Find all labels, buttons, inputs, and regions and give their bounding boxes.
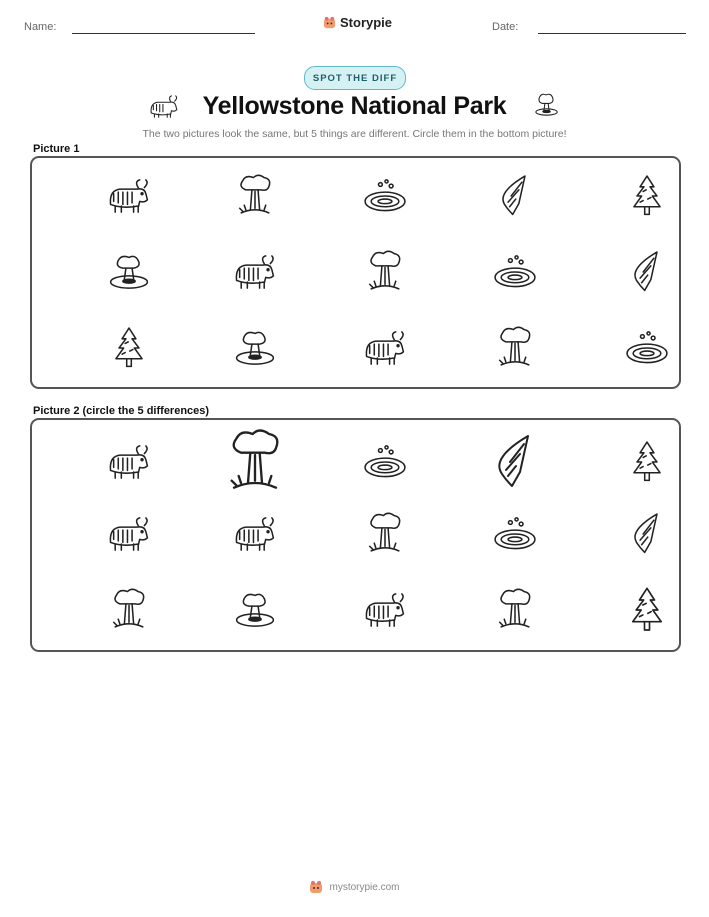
geyser-icon bbox=[362, 511, 408, 557]
grid-cell[interactable] bbox=[220, 434, 290, 490]
arrowhead-icon bbox=[624, 249, 670, 295]
name-line[interactable] bbox=[72, 33, 255, 34]
grid-cell[interactable] bbox=[350, 434, 420, 490]
grid-cell bbox=[350, 244, 420, 300]
hot-spring-icon bbox=[362, 173, 408, 219]
grid-cell[interactable] bbox=[94, 506, 164, 562]
grid-cell[interactable] bbox=[480, 434, 550, 490]
hot-spring-icon bbox=[492, 511, 538, 557]
grid-cell bbox=[220, 244, 290, 300]
grid-cell[interactable] bbox=[94, 582, 164, 638]
storypie-logo-icon bbox=[323, 16, 336, 29]
geyser-crater-icon bbox=[232, 325, 278, 371]
picture-2-panel[interactable] bbox=[30, 418, 681, 652]
grid-cell bbox=[612, 244, 682, 300]
grid-cell[interactable] bbox=[480, 582, 550, 638]
picture-1-label: Picture 1 bbox=[33, 143, 80, 155]
grid-cell[interactable] bbox=[612, 582, 682, 638]
bison-icon bbox=[232, 249, 278, 295]
geyser-crater-icon bbox=[106, 249, 152, 295]
grid-cell bbox=[480, 168, 550, 224]
page-title: Yellowstone National Park bbox=[202, 92, 507, 120]
hot-spring-icon bbox=[362, 439, 408, 485]
geyser-crater-icon bbox=[530, 88, 562, 120]
bison-icon bbox=[106, 511, 152, 557]
bison-icon bbox=[362, 325, 408, 371]
arrowhead-icon bbox=[485, 432, 545, 492]
pine-tree-icon bbox=[624, 173, 670, 219]
name-label: Name: bbox=[24, 21, 57, 33]
title-geyser-icon bbox=[530, 88, 562, 125]
grid-cell bbox=[612, 320, 682, 376]
grid-cell bbox=[350, 320, 420, 376]
grid-cell bbox=[480, 244, 550, 300]
hot-spring-icon bbox=[624, 325, 670, 371]
grid-cell[interactable] bbox=[220, 582, 290, 638]
bison-icon bbox=[232, 511, 278, 557]
grid-cell[interactable] bbox=[94, 434, 164, 490]
footer bbox=[0, 880, 709, 894]
geyser-icon bbox=[492, 587, 538, 633]
grid-cell bbox=[220, 320, 290, 376]
grid-cell[interactable] bbox=[480, 506, 550, 562]
spot-the-diff-badge: SPOT THE DIFF bbox=[304, 66, 406, 90]
grid-cell bbox=[94, 244, 164, 300]
geyser-icon bbox=[362, 249, 408, 295]
pine-tree-icon bbox=[106, 325, 152, 371]
grid-cell bbox=[94, 168, 164, 224]
arrowhead-icon bbox=[624, 511, 670, 557]
pine-tree-icon bbox=[622, 585, 672, 635]
date-line[interactable] bbox=[538, 33, 686, 34]
geyser-icon bbox=[106, 587, 152, 633]
storypie-logo-icon bbox=[309, 880, 323, 894]
brand-name: Storypie bbox=[340, 15, 393, 30]
instructions: The two pictures look the same, but 5 things are different. Circle them in the bottom picture! bbox=[142, 128, 567, 140]
bison-icon bbox=[362, 587, 408, 633]
grid-cell[interactable] bbox=[612, 506, 682, 562]
bison-icon bbox=[106, 439, 152, 485]
grid-cell bbox=[480, 320, 550, 376]
grid-cell bbox=[612, 168, 682, 224]
grid-cell[interactable] bbox=[220, 506, 290, 562]
brand bbox=[323, 15, 392, 30]
grid-cell bbox=[220, 168, 290, 224]
grid-cell[interactable] bbox=[612, 434, 682, 490]
picture-2-label: Picture 2 (circle the 5 differences) bbox=[33, 405, 210, 417]
picture-1-panel bbox=[30, 156, 681, 389]
geyser-icon bbox=[492, 325, 538, 371]
bison-icon bbox=[106, 173, 152, 219]
grid-cell[interactable] bbox=[350, 582, 420, 638]
grid-cell bbox=[350, 168, 420, 224]
footer-site: mystorypie.com bbox=[329, 881, 400, 893]
hot-spring-icon bbox=[492, 249, 538, 295]
geyser-icon bbox=[232, 173, 278, 219]
geyser-icon bbox=[220, 427, 290, 497]
grid-cell[interactable] bbox=[350, 506, 420, 562]
date-label: Date: bbox=[492, 21, 519, 33]
geyser-crater-icon bbox=[232, 587, 278, 633]
pine-tree-icon bbox=[624, 439, 670, 485]
grid-cell bbox=[94, 320, 164, 376]
arrowhead-icon bbox=[492, 173, 538, 219]
